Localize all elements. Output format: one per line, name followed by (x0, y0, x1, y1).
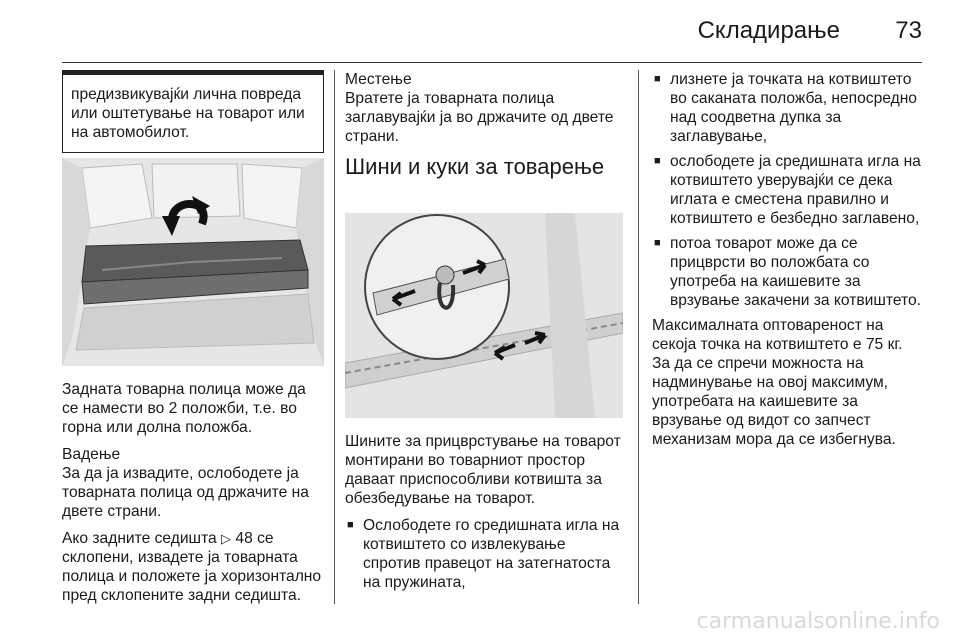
list-item: ■ ослободете ја средишната игла на котвиштето уверувајќи се дека иглата е сместена правилно и котвиштето е безбедно заглавено, (652, 152, 924, 228)
column-middle-text (345, 432, 625, 598)
page-reference[interactable]: 48 (235, 530, 253, 547)
column-left (62, 70, 324, 153)
steps-list-continued (652, 70, 924, 310)
warning-box (62, 70, 324, 153)
folded-seats-text: Ако задните седишта ▷ 48 се склопени, извадете ја товарната полица и положете ја хоризонтално пред склопените задни седишта. (62, 530, 322, 604)
column-left-text (62, 380, 324, 613)
column-divider (638, 70, 639, 604)
rail-hook-illustration (345, 213, 623, 418)
install-heading: Местење (345, 71, 412, 88)
install-text: Вратете ја товарната полица заглавувајќи ја во држачите од двете страни. (345, 90, 614, 145)
column-divider (334, 70, 335, 604)
warning-text: предизвикувајќи лична повреда или оштетување на товарот или на автомобилот. (71, 86, 305, 141)
page-title: Складирање (697, 17, 840, 44)
steps-list (345, 516, 625, 592)
cargo-shelf-illustration (62, 158, 324, 366)
max-load-text: Максималната оптовареност на секоја точка на котвиштето е 75 кг. За да се спречи можноста на надминување на овој максимум, употребата на каишевите за врзување од видот со запчест механизам мора да се избегнува. (652, 317, 903, 448)
removal-text: За да ја извадите, ослободете ја товарната полица од држачите на двете страни. (62, 465, 309, 520)
section-title: Шини и куки за товарење (345, 154, 605, 179)
rails-text: Шините за прицврстување на товарот монтирани во товарниот простор даваат приспособливи котвишта за обезбедување на товарот. (345, 433, 621, 507)
column-middle (345, 70, 625, 196)
page-number: 73 (895, 17, 922, 44)
shelf-positions-text: Задната товарна полица може да се намести во 2 положби, т.е. во горна или долна положба. (62, 381, 306, 436)
watermark: carmanualsonline.info (696, 609, 940, 634)
page-ref-arrow-icon: ▷ (221, 531, 232, 546)
list-item: ■ потоа товарот може да се прицврсти во положбата со употреба на каишевите за врзување закачени за котвиштето. (652, 234, 924, 310)
page-header (62, 0, 922, 63)
column-right (652, 70, 924, 457)
list-item: ■ Ослободете го средишната игла на котвиштето со извлекување спротив правецот на затегнатоста на пружината, (345, 516, 625, 592)
list-item: ■ лизнете ја точката на котвиштето во саканата положба, непосредно над соодветна дупка за заглавување, (652, 70, 924, 146)
cargo-shelf-figure (62, 158, 324, 366)
removal-heading: Вадење (62, 446, 121, 463)
rail-hook-figure (345, 213, 623, 418)
